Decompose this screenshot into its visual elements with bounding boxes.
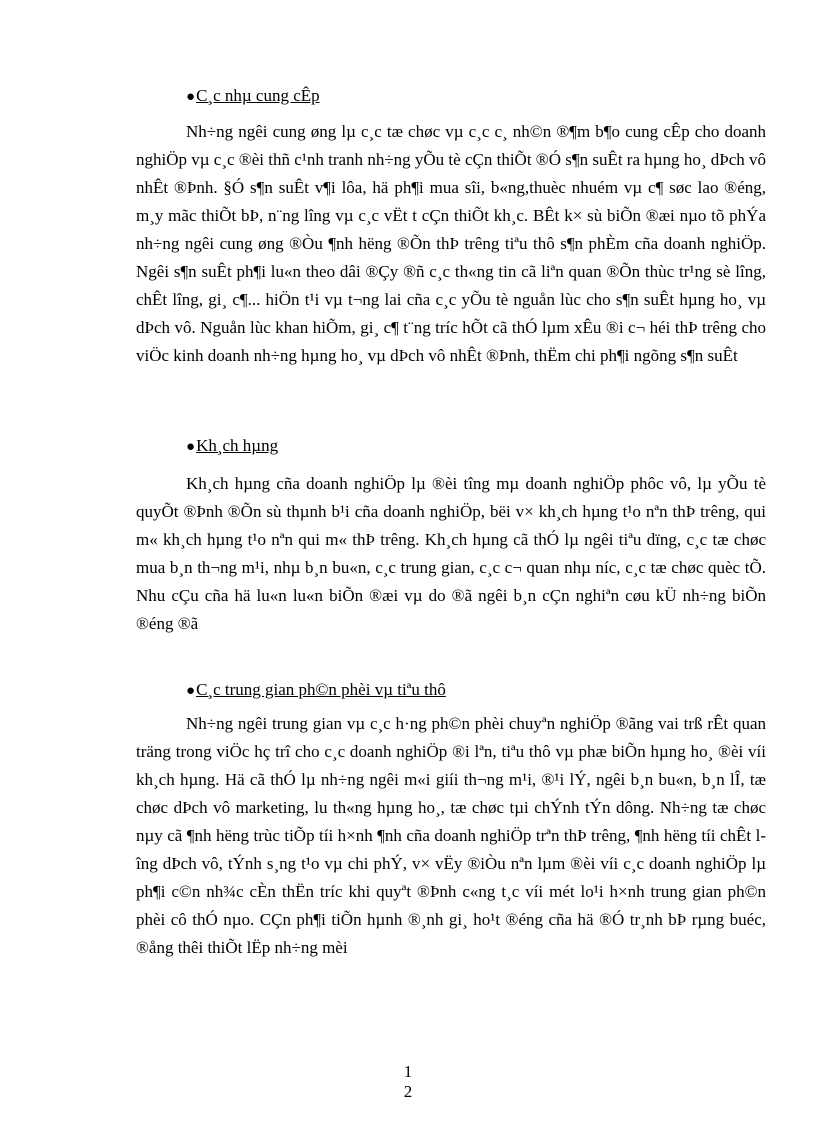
section-heading-customers [186, 436, 278, 457]
bullet-icon: ● [186, 439, 196, 455]
page-number-line-2: 2 [403, 1082, 413, 1101]
paragraph-suppliers: Nh÷ng ngêi cung øng lµ c¸c tæ chøc vµ c¸c c¸ nh©n ®¶m b¶o cung cÊp cho doanh nghiÖp vµ c¸c ®èi thñ c¹nh tranh nh÷ng yÕu tè cÇn thiÕt ®Ó s¶n suÊt ra hµng ho¸ dÞch vô nhÊt ®Þnh. §Ó s¶n suÊt v¶i lôa, hä ph¶i mua sîi, b«ng,thuèc nhuém vµ c¶ søc lao ®éng, m¸y mãc thiÕt bÞ, n¨ng lîng vµ c¸c vËt t cÇn thiÕt kh¸c. BÊt k× sù biÕn ®æi nµo tõ phÝa nh÷ng ngêi cung øng ®Òu ¶nh hëng ®Õn thÞ trêng tiªu thô s¶n phÈm cña doanh nghiÖp. Ngêi s¶n suÊt ph¶i lu«n theo dâi ®Çy ®ñ c¸c th«ng tin cã liªn quan ®Õn thùc tr¹ng sè lîng, chÊt lîng, gi¸ c¶... hiÖn t¹i vµ t¬ng lai cña c¸c yÕu tè nguån lùc cho s¶n suÊt hµng ho¸ vµ dÞch vô. Nguån lùc khan hiÕm, gi¸ c¶ t¨ng tríc hÕt cã thÓ lµm xÊu ®i c¬ héi thÞ trêng cho viÖc kinh doanh nh÷ng hµng ho¸ vµ dÞch vô nhÊt ®Þnh, thËm chi ph¶i ngõng s¶n suÊt [136, 122, 766, 365]
section-heading-suppliers [186, 86, 320, 107]
paragraph-customers: Kh¸ch hµng cña doanh nghiÖp lµ ®èi tîng mµ doanh nghiÖp phôc vô, lµ yÕu tè quyÕt ®Þnh ®Õn sù thµnh b¹i cña doanh nghiÖp, bëi v× kh¸ch hµng t¹o nªn thÞ trêng, qui m« kh¸ch hµng t¹o nªn qui m« thÞ trêng. Kh¸ch hµng cã thÓ lµ ngêi tiªu dïng, c¸c tæ chøc mua b¸n th¬ng m¹i, nhµ b¸n bu«n, c¸c trung gian, c¸c c¬ quan nhµ níc, c¸c tæ chøc quèc tÕ. Nhu cÇu cña hä lu«n lu«n biÕn ®æi vµ do ®ã ngêi b¸n cÇn nghiªn cøu kÜ nh÷ng biÕn ®éng ®ã [136, 474, 766, 633]
heading-text: C¸c trung gian ph©n phèi vµ tiªu thô [196, 680, 446, 699]
section-heading-intermediaries [186, 680, 446, 701]
heading-text: Kh¸ch hµng [196, 436, 279, 455]
heading-text: C¸c nhµ cung cÊp [196, 86, 320, 105]
bullet-icon: ● [186, 683, 196, 699]
bullet-icon: ● [186, 89, 196, 105]
paragraph-intermediaries: Nh÷ng ngêi trung gian vµ c¸c h·ng ph©n phèi chuyªn nghiÖp ®ãng vai trß rÊt quan träng trong viÖc hç trî cho c¸c doanh nghiÖp ®i lªn, tiªu thô vµ phæ biÕn hµng ho¸ ®èi víi kh¸ch hµng. Hä cã thÓ lµ nh÷ng ngêi m«i giíi th¬ng m¹i, ®¹i lÝ, ngêi b¸n bu«n, b¸n lÎ, tæ chøc dÞch vô marketing, lu th«ng hµng ho¸, tæ chøc tµi chÝnh tÝn dông. Nh÷ng tæ chøc nµy cã ¶nh hëng trùc tiÕp tíi h×nh ¶nh cña doanh nghiÖp trªn thÞ trêng, ¶nh hëng tíi chÊt lîng dÞch vô, tÝnh s¸ng t¹o vµ chi phÝ, v× vËy ®iÒu nªn lµm ®èi víi c¸c doanh nghiÖp lµ ph¶i c©n nh¾c cÈn thËn tríc khi quyªt ®Þnh c«ng t¸c víi mét lo¹i h×nh trung gian ph©n phèi cô thÓ nµo. CÇn ph¶i tiÕn hµnh ®¸nh gi¸ ho¹t ®éng cña hä ®Ó tr¸nh bÞ rµng buéc, ®ång thêi thiÕt lËp nh÷ng mèi [136, 714, 766, 957]
page-number-line-1: 1 [403, 1062, 413, 1081]
